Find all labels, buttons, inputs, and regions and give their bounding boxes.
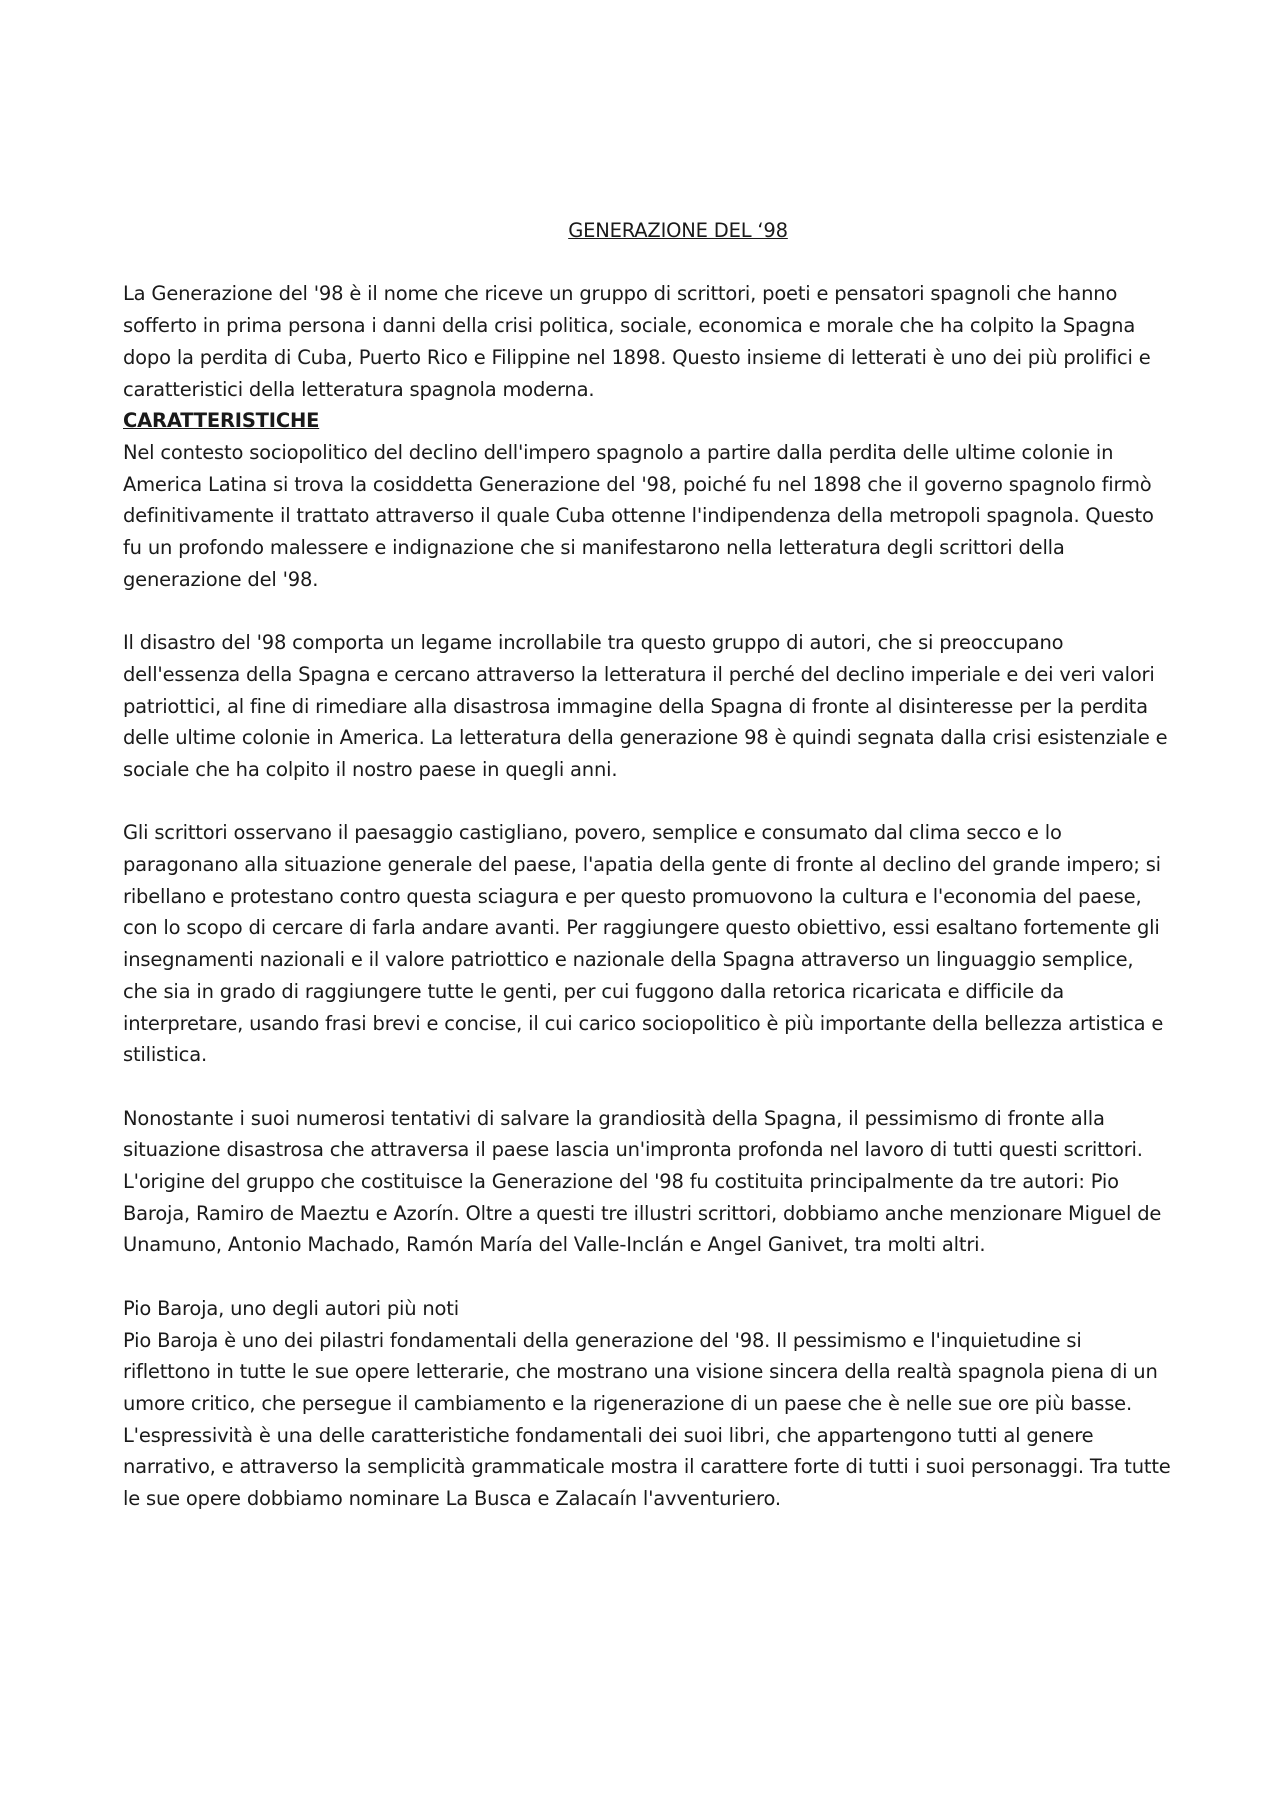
- baroja-paragraph: Pio Baroja è uno dei pilastri fondamentali della generazione del '98. Il pessimismo e l'inquietudine si riflettono in tutte le sue opere letterarie, che mostrano una visione sincera della realtà spagnola piena di un umore critico, che persegue il cambiamento e la rigenerazione di un paese che è nelle sue ore più basse.: [123, 1328, 1158, 1415]
- pessimism-paragraph: Nonostante i suoi numerosi tentativi di salvare la grandiosità della Spagna, il pessimismo di fronte alla situazione disastrosa che attraversa il paese lascia un'impronta profonda nel lavoro di tutti questi scrittori.: [123, 1106, 1143, 1162]
- origin-paragraph: L'origine del gruppo che costituisce la Generazione del '98 fu costituita principalmente da tre autori: Pio Baroja, Ramiro de Maeztu e Azorín. Oltre a questi tre illustri scrittori, dobbiamo anche menzionare Miguel de Unamuno, Antonio Machado, Ramón María del Valle-Inclán e Angel Ganivet, tra molti altri.: [123, 1170, 1162, 1257]
- expressivity-paragraph: L'espressività è una delle caratteristiche fondamentali dei suoi libri, che appartengono tutti al genere narrativo, e attraverso la semplicità grammaticale mostra il carattere forte di tutti i suoi personaggi. Tra tutte le sue opere dobbiamo nominare La Busca e Zalacaín l'avventuriero.: [123, 1423, 1171, 1511]
- document-body: [123, 215, 1173, 1515]
- spacer: [123, 1071, 1173, 1103]
- baroja-heading: Pio Baroja, uno degli autori più noti: [123, 1296, 459, 1320]
- spacer: [123, 595, 1173, 627]
- disaster-paragraph: Il disastro del '98 comporta un legame incrollabile tra questo gruppo di autori, che si preoccupano dell'essenza della Spagna e cercano attraverso la letteratura il perché del declino imperiale e dei veri valori patriottici, al fine di rimediare alla disastrosa immagine della Spagna di fronte al disinteresse per la perdita delle ultime colonie in America. La letteratura della generazione 98 è quindi segnata dalla crisi esistenziale e sociale che ha colpito il nostro paese in quegli anni.: [123, 631, 1168, 781]
- intro-paragraph: La Generazione del '98 è il nome che riceve un gruppo di scrittori, poeti e pensatori spagnoli che hanno sofferto in prima persona i danni della crisi politica, sociale, economica e morale che ha colpito la Spagna dopo la perdita di Cuba, Puerto Rico e Filippine nel 1898. Questo insieme di letterati è uno dei più prolifici e caratteristici della letteratura spagnola moderna.: [123, 282, 1151, 401]
- document-title: GENERAZIONE DEL ‘98: [568, 219, 788, 242]
- section-heading: CARATTERISTICHE: [123, 409, 320, 433]
- context-paragraph: Nel contesto sociopolitico del declino dell'impero spagnolo a partire dalla perdita delle ultime colonie in America Latina si trova la cosiddetta Generazione del '98, poiché fu nel 1898 che il governo spagnolo firmò definitivamente il trattato attraverso il quale Cuba ottenne l'indipendenza della metropoli spagnola. Questo fu un profondo malessere e indignazione che si manifestarono nella letteratura degli scrittori della generazione del '98.: [123, 440, 1154, 591]
- spacer: [123, 247, 1173, 279]
- spacer: [123, 1261, 1173, 1293]
- landscape-paragraph: Gli scrittori osservano il paesaggio castigliano, povero, semplice e consumato dal clima secco e lo paragonano alla situazione generale del paese, l'apatia della gente di fronte al declino del grande impero; si ribellano e protestano contro questa sciagura e per questo promuovono la cultura e l'economia del paese, con lo scopo di cercare di farla andare avanti. Per raggiungere questo obiettivo, essi esaltano fortemente gli insegnamenti nazionali e il valore patriottico e nazionale della Spagna attraverso un linguaggio semplice, che sia in grado di raggiungere tutte le genti, per cui fuggono dalla retorica ricaricata e difficile da interpretare, usando frasi brevi e concise, il cui carico sociopolitico è più importante della bellezza artistica e stilistica.: [123, 821, 1164, 1067]
- spacer: [123, 786, 1173, 818]
